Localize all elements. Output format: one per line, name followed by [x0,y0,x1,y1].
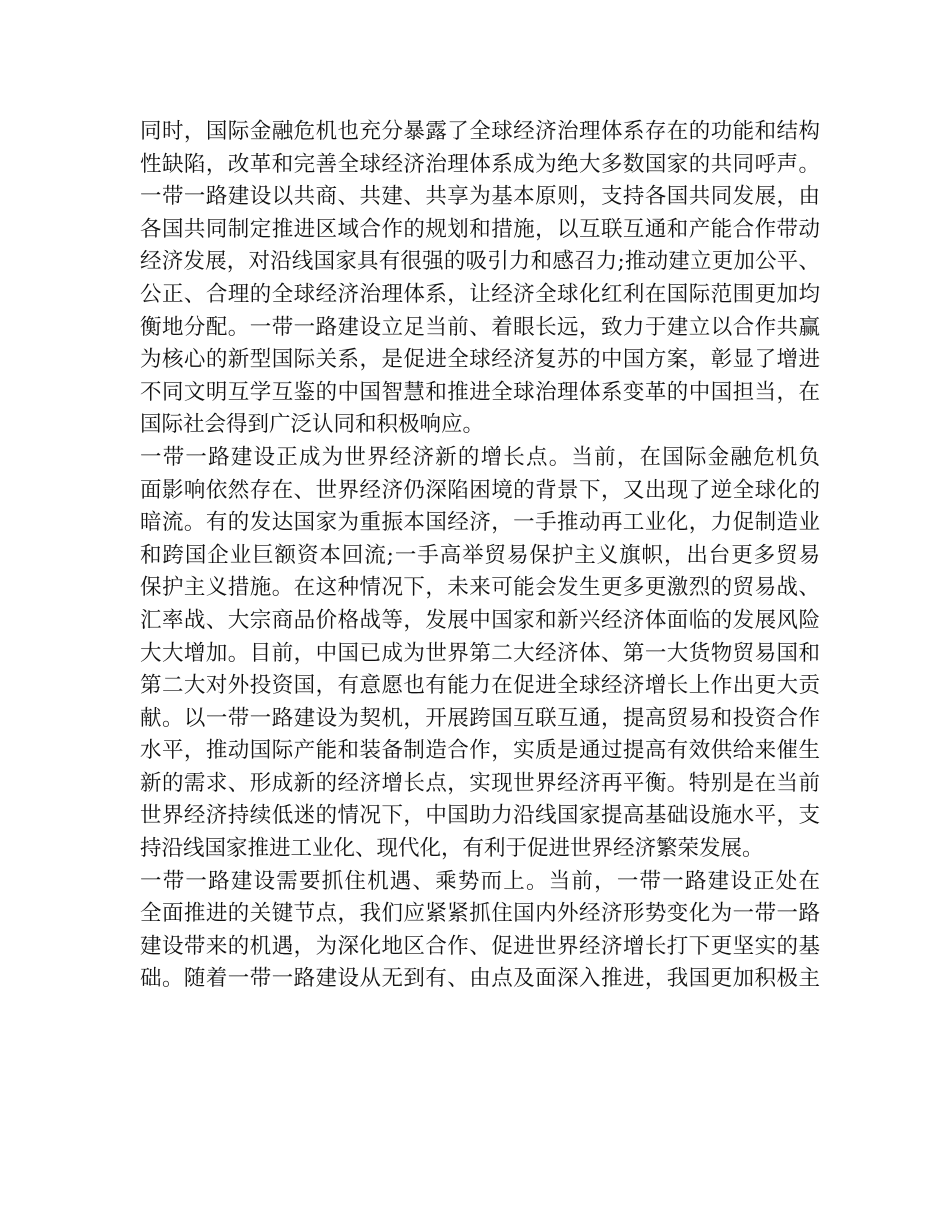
text-line: 同时，国际金融危机也充分暴露了全球经济治理体系存在的功能和结构 [140,119,820,144]
text-line: 献。以一带一路建设为契机，开展跨国互联互通，提高贸易和投资合作 [140,705,820,731]
text-line: 不同文明互学互鉴的中国智慧和推进全球治理体系变革的中国担当，在 [140,379,820,405]
text-line: 一带一路建设需要抓住机遇、乘势而上。当前，一带一路建设正处在 [140,868,820,894]
text-line: 建设带来的机遇，为深化地区合作、促进世界经济增长打下更坚实的基 [140,933,820,959]
text-line: 国际社会得到广泛认同和积极响应。 [140,412,485,438]
text-line: 保护主义措施。在这种情况下，未来可能会发生更多更激烈的贸易战、 [140,575,820,601]
text-line: 水平，推动国际产能和装备制造合作，实质是通过提高有效供给来催生 [140,738,820,764]
text-line: 新的需求、形成新的经济增长点，实现世界经济再平衡。特别是在当前 [140,770,820,796]
text-line: 全面推进的关键节点，我们应紧紧抓住国内外经济形势变化为一带一路 [140,901,820,927]
text-line: 大大增加。目前，中国已成为世界第二大经济体、第一大货物贸易国和 [140,640,820,666]
text-line: 面影响依然存在、世界经济仍深陷困境的背景下，又出现了逆全球化的 [140,477,820,503]
text-line: 各国共同制定推进区域合作的规划和措施，以互联互通和产能合作带动 [140,216,820,242]
text-line: 一带一路建设以共商、共建、共享为基本原则，支持各国共同发展，由 [140,184,820,210]
text-line: 汇率战、大宗商品价格战等，发展中国家和新兴经济体面临的发展风险 [140,607,820,633]
text-line: 础。随着一带一路建设从无到有、由点及面深入推进，我国更加积极主 [140,966,820,992]
text-line: 世界经济持续低迷的情况下，中国助力沿线国家提高基础设施水平，支 [140,803,820,829]
text-line: 一带一路建设正成为世界经济新的增长点。当前，在国际金融危机负 [140,444,820,470]
text-line: 为核心的新型国际关系，是促进全球经济复苏的中国方案，彰显了增进 [140,347,820,373]
text-line: 持沿线国家推进工业化、现代化，有利于促进世界经济繁荣发展。 [140,836,764,862]
body-text [140,116,820,996]
text-line: 公正、合理的全球经济治理体系，让经济全球化红利在国际范围更加均 [140,281,820,307]
text-line: 衡地分配。一带一路建设立足当前、着眼长远，致力于建立以合作共赢 [140,314,820,340]
text-line: 和跨国企业巨额资本回流;一手高举贸易保护主义旗帜，出台更多贸易 [140,542,820,568]
text-line: 第二大对外投资国，有意愿也有能力在促进全球经济增长上作出更大贡 [140,673,820,699]
text-line: 暗流。有的发达国家为重振本国经济，一手推动再工业化，力促制造业 [140,510,820,536]
text-line: 经济发展，对沿线国家具有很强的吸引力和感召力;推动建立更加公平、 [140,249,820,275]
text-line: 性缺陷，改革和完善全球经济治理体系成为绝大多数国家的共同呼声。 [140,151,820,177]
